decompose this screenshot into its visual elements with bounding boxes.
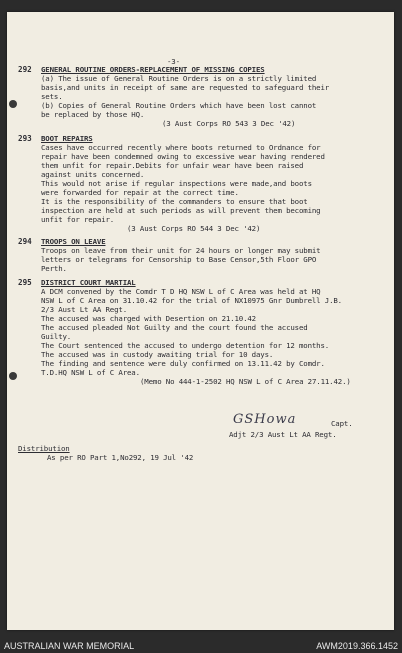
- body-line: A DCM convened by the Comdr T D HQ NSW L of C Area was held at HQ: [41, 287, 321, 296]
- body-line: Cases have occurred recently where boots returned to Ordnance for: [41, 143, 321, 152]
- body-line: repair have been condemned owing to excessive wear having rendered: [41, 152, 325, 161]
- signature-title: Adjt 2/3 Aust Lt AA Regt.: [229, 430, 337, 439]
- section-heading: GENERAL ROUTINE ORDERS-REPLACEMENT OF MISSING COPIES: [41, 65, 265, 74]
- signature-rank: Capt.: [331, 419, 353, 428]
- body-line: were forwarded for repair at the correct time.: [41, 188, 239, 197]
- document-page: [7, 12, 394, 630]
- body-line: The Court sentenced the accused to undergo detention for 12 months.: [41, 341, 330, 350]
- footer-left-label: AUSTRALIAN WAR MEMORIAL: [4, 641, 135, 651]
- body-line: (a) The issue of General Routine Orders is on a strictly limited: [41, 74, 317, 83]
- page-marker: -3-: [167, 57, 180, 66]
- footer-bar: [0, 640, 402, 653]
- distribution-text: As per RO Part 1,No292, 19 Jul '42: [47, 453, 194, 462]
- body-line: letters or telegrams for Censorship to Base Censor,5th Floor GPO: [41, 255, 317, 264]
- section-heading: BOOT REPAIRS: [41, 134, 93, 143]
- reference-line: (3 Aust Corps RO 543 3 Dec '42): [162, 119, 296, 128]
- reference-line: (3 Aust Corps RO 544 3 Dec '42): [127, 224, 261, 233]
- body-line: (b) Copies of General Routine Orders which have been lost cannot: [41, 101, 317, 110]
- body-line: inspection are held at such periods as will prevent them becoming: [41, 206, 321, 215]
- body-line: basis,and units in receipt of same are requested to safeguard their: [41, 83, 330, 92]
- body-line: Perth.: [41, 264, 67, 273]
- body-line: Guilty.: [41, 332, 72, 341]
- section-number: 294: [18, 237, 32, 246]
- body-line: sets.: [41, 92, 63, 101]
- body-line: unfit for repair.: [41, 215, 115, 224]
- body-line: them unfit for repair.Debits for unfair wear have been raised: [41, 161, 304, 170]
- body-line: T.D.HQ NSW L of C Area.: [41, 368, 140, 377]
- footer-right-label: AWM2019.366.1452: [316, 641, 398, 651]
- section-heading: DISTRICT COURT MARTIAL: [41, 278, 136, 287]
- body-line: It is the responsibility of the commanders to ensure that boot: [41, 197, 308, 206]
- punch-hole: [9, 372, 17, 380]
- body-line: This would not arise if regular inspections were made,and boots: [41, 179, 312, 188]
- distribution-heading: Distribution: [18, 444, 70, 453]
- body-line: 2/3 Aust Lt AA Regt.: [41, 305, 127, 314]
- section-number: 295: [18, 278, 32, 287]
- body-line: The accused was in custody awaiting trial for 10 days.: [41, 350, 274, 359]
- section-heading: TROOPS ON LEAVE: [41, 237, 106, 246]
- punch-hole: [9, 100, 17, 108]
- body-line: NSW L of C Area on 31.10.42 for the trial of NX10975 Gnr Dumbrell J.B.: [41, 296, 342, 305]
- section-number: 292: [18, 65, 32, 74]
- body-line: Troops on leave from their unit for 24 hours or longer may submit: [41, 246, 321, 255]
- body-line: The finding and sentence were duly confirmed on 13.11.42 by Comdr.: [41, 359, 325, 368]
- body-line: The accused was charged with Desertion on 21.10.42: [41, 314, 256, 323]
- section-number: 293: [18, 134, 32, 143]
- handwritten-signature: GSHowa: [233, 412, 297, 427]
- body-line: be replaced by those HQ.: [41, 110, 145, 119]
- reference-line: (Memo No 444-1-2502 HQ NSW L of C Area 27.11.42.): [140, 377, 351, 386]
- body-line: against units concerned.: [41, 170, 145, 179]
- body-line: The accused pleaded Not Guilty and the court found the accused: [41, 323, 308, 332]
